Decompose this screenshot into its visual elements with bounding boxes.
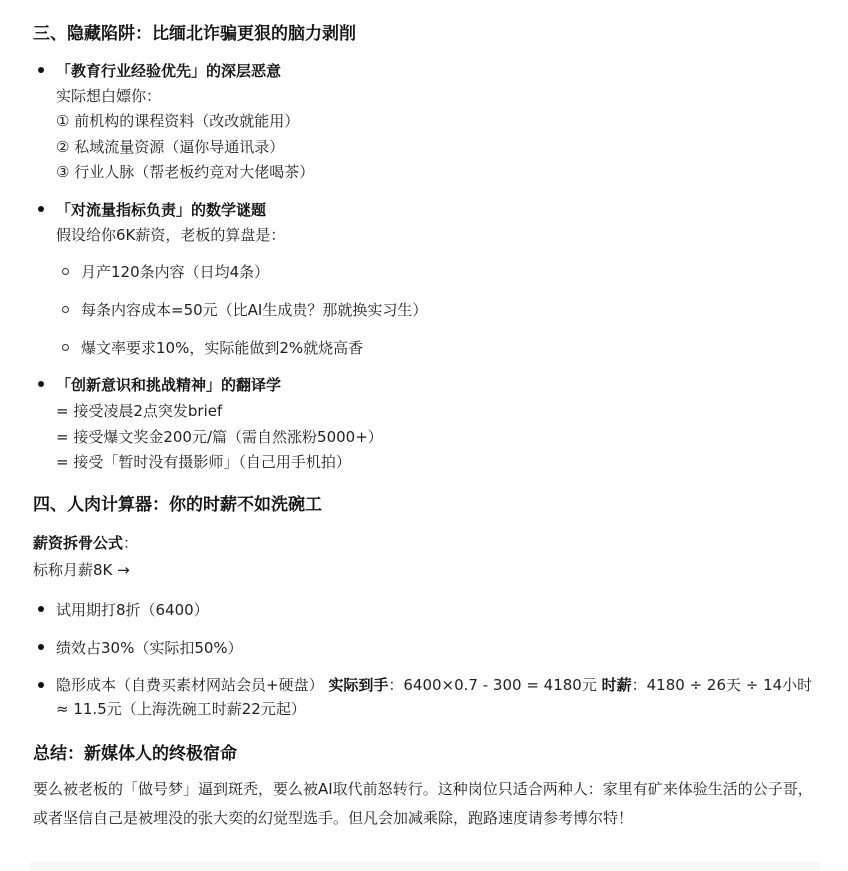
bullet-dot-icon	[38, 606, 44, 612]
hidden-cost: 隐形成本（自费买素材网站会员+硬盘）	[56, 676, 324, 694]
salary-bullet: 试用期打8折（6400）	[56, 601, 209, 619]
formula-colon: ：	[123, 534, 139, 552]
bullet-circle-icon	[62, 306, 69, 313]
formula-line	[33, 532, 138, 553]
item2-subpoint: 每条内容成本=50元（比AI生成贵？那就换实习生）	[81, 301, 428, 319]
item1-point: ① 前机构的课程资料（改改就能用）	[56, 112, 300, 130]
summary-paragraph: 要么被老板的「做号梦」逼到斑秃，要么被AI取代前怒转行。这种岗位只适合两种人：家里有矿来体验生活的公子哥，或者坚信自己是被埋没的张大奕的幻觉型选手。但凡会加减乘除，跑路速度请参考博尔特！	[33, 780, 813, 827]
item3-title: 「创新意识和挑战精神」的翻译学	[56, 376, 282, 394]
bullet-dot-icon	[38, 682, 44, 688]
item1-point: ② 私域流量资源（逼你导通讯录）	[56, 138, 285, 156]
item3-line: = 接受凌晨2点突发brief	[56, 402, 223, 420]
salary-bullet: 绩效占30%（实际扣50%）	[56, 639, 243, 657]
bullet-circle-icon	[62, 268, 69, 275]
bullet-dot-icon	[38, 67, 44, 73]
takehome-value: ：6400×0.7 - 300 = 4180元	[388, 676, 602, 694]
section3-heading: 三、隐藏陷阱：比缅北诈骗更狠的脑力剥削	[33, 24, 356, 44]
item1-intro: 实际想白嫖你：	[56, 87, 162, 105]
item2-title: 「对流量指标负责」的数学谜题	[56, 201, 267, 219]
item3-line: = 接受「暂时没有摄影师」（自己用手机拍）	[56, 453, 351, 471]
bullet-circle-icon	[62, 344, 69, 351]
item1-point: ③ 行业人脉（帮老板约竞对大佬喝茶）	[56, 163, 315, 181]
item3-line: = 接受爆文奖金200元/篇（需自然涨粉5000+）	[56, 428, 383, 446]
formula-label: 薪资拆骨公式	[33, 534, 124, 552]
bottom-divider	[30, 862, 820, 871]
hourly-label: 时薪	[601, 676, 632, 694]
item2-subpoint: 爆文率要求10%，实际能做到2%就烧高香	[81, 339, 364, 357]
item2-intro: 假设给你6K薪资，老板的算盘是：	[56, 226, 286, 244]
summary-heading: 总结：新媒体人的终极宿命	[33, 744, 237, 764]
bullet-dot-icon	[38, 381, 44, 387]
takehome-label: 实际到手	[328, 676, 389, 694]
item2-subpoint: 月产120条内容（日均4条）	[81, 263, 270, 281]
salary-bullet-last	[56, 673, 826, 721]
bullet-dot-icon	[38, 206, 44, 212]
bullet-dot-icon	[38, 644, 44, 650]
nominal-salary: 标称月薪8K →	[33, 561, 130, 579]
hourly-value: ：4180 ÷ 26天 ÷ 14小时 ≈ 11.5元（上海洗碗工时薪22元起）	[56, 676, 813, 718]
item1-title: 「教育行业经验优先」的深层恶意	[56, 62, 282, 80]
section4-heading: 四、人肉计算器：你的时薪不如洗碗工	[33, 495, 322, 515]
